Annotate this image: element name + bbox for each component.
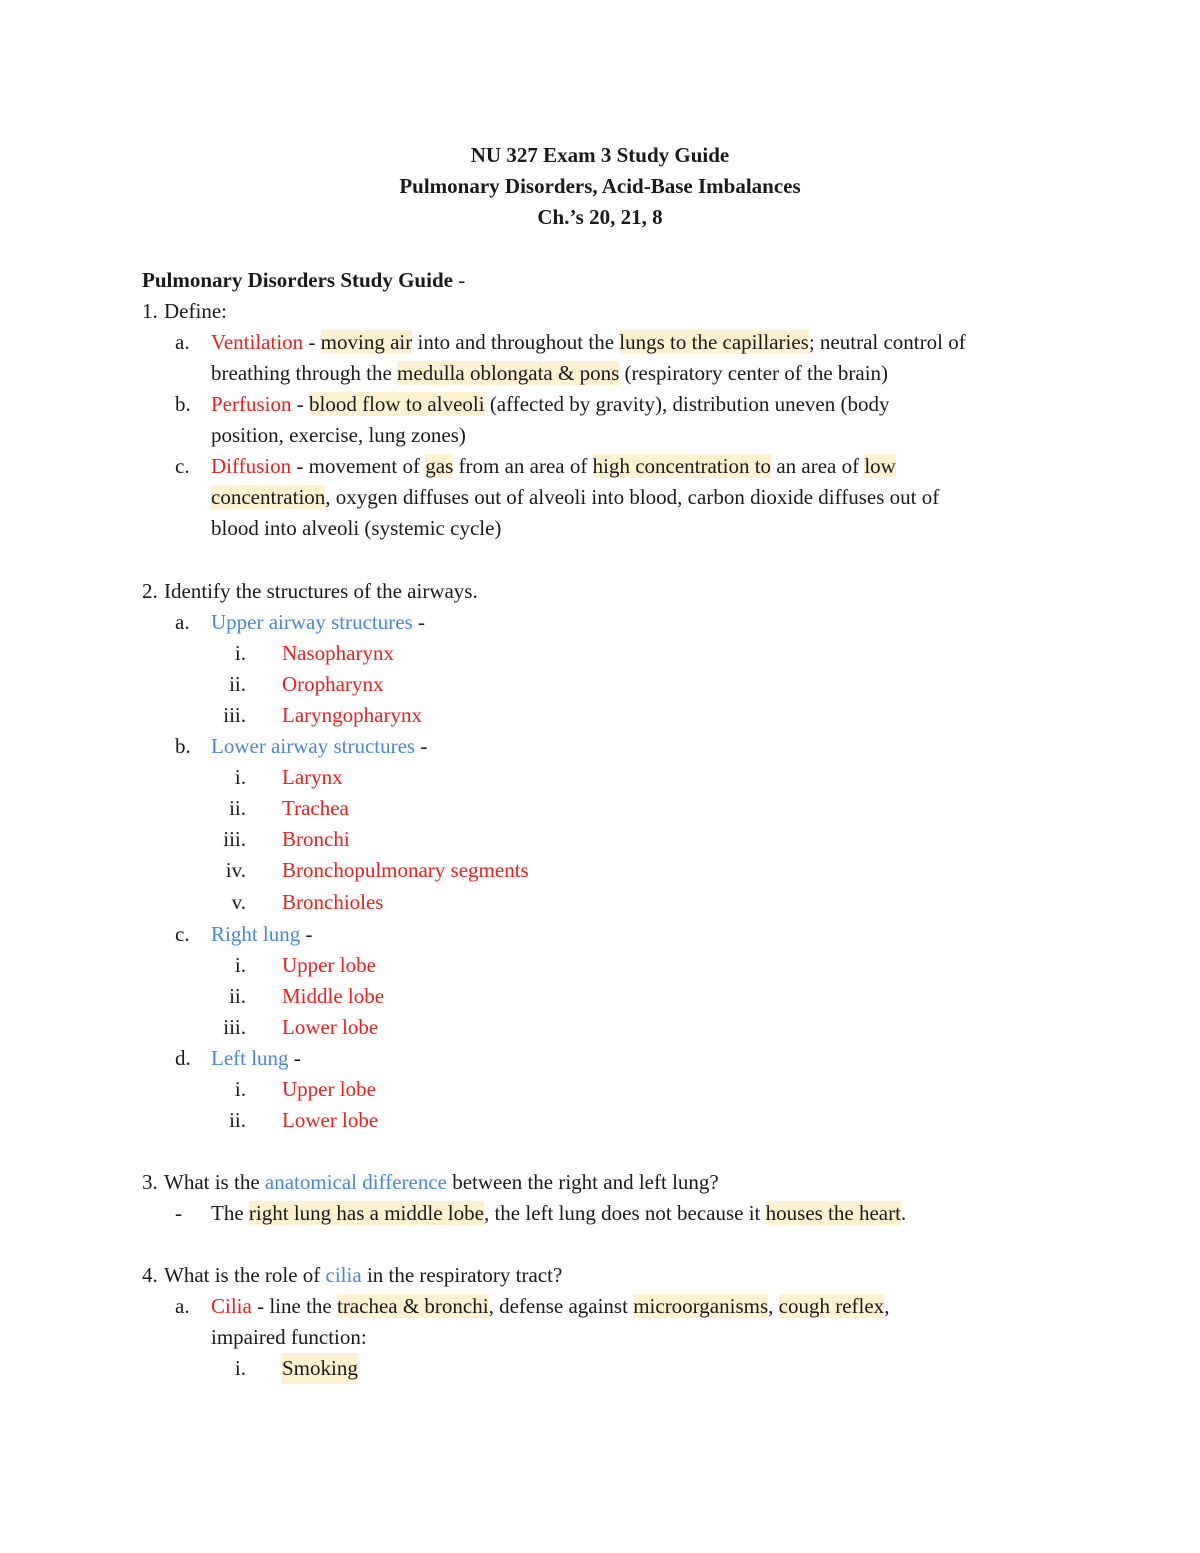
question-text [164, 1260, 562, 1291]
roman-numeral: v. [231, 890, 246, 914]
term-perfusion: Perfusion [211, 392, 292, 416]
definition-text [211, 451, 896, 482]
roman-numeral: iii. [223, 827, 246, 851]
dash-marker: - [175, 1201, 182, 1225]
text: (respiratory center of the brain) [619, 361, 889, 385]
list-marker: a. [175, 610, 190, 634]
text: , defense against [488, 1294, 634, 1318]
highlight: houses the heart [765, 1201, 901, 1225]
text: in the respiratory tract? [361, 1263, 563, 1287]
roman-numeral: ii. [229, 796, 246, 820]
section-heading-suffix: - [452, 268, 466, 292]
subheading [211, 607, 425, 638]
roman-numeral: i. [234, 1356, 246, 1380]
structure-name: Larynx [282, 765, 343, 789]
roman-numeral: i. [234, 1077, 246, 1101]
roman-numeral: ii. [229, 1108, 246, 1132]
text: ; neutral control of [808, 330, 966, 354]
highlight: microorganisms [633, 1294, 769, 1318]
text: The [211, 1201, 249, 1225]
upper-airway-label: Upper airway structures [211, 610, 413, 634]
text: an area of [771, 454, 865, 478]
text: - line the [251, 1294, 337, 1318]
suffix: - [412, 610, 426, 634]
structure-name: Trachea [282, 796, 349, 820]
term-anatomical-difference: anatomical difference [264, 1170, 447, 1194]
roman-numeral: ii. [229, 984, 246, 1008]
structure-name: Nasopharynx [282, 641, 394, 665]
definition-text [211, 358, 888, 389]
highlight: cough reflex [778, 1294, 885, 1318]
highlight: moving air [320, 330, 413, 354]
question-text [164, 1167, 719, 1198]
term-ventilation: Ventilation [211, 330, 304, 354]
highlight: low [864, 454, 896, 478]
list-marker: b. [175, 392, 191, 416]
subheading [211, 919, 313, 950]
title-block [0, 140, 1200, 233]
structure-name: Lower lobe [282, 1108, 379, 1132]
structure-name: Upper lobe [282, 1077, 376, 1101]
impairment-item: Smoking [282, 1353, 358, 1384]
text: impaired function: [211, 1325, 367, 1349]
subheading [211, 731, 427, 762]
document-chapters: Ch.’s 20, 21, 8 [537, 205, 663, 229]
definition-text [211, 327, 966, 358]
left-lung-label: Left lung [211, 1046, 289, 1070]
list-marker: a. [175, 330, 190, 354]
text: What is the [164, 1170, 265, 1194]
right-lung-label: Right lung [211, 922, 301, 946]
highlight: gas [425, 454, 454, 478]
answer-text [211, 1198, 906, 1229]
list-marker: d. [175, 1046, 191, 1070]
highlight: medulla oblongata & pons [397, 361, 620, 385]
highlight: blood flow to alveoli [309, 392, 485, 416]
structure-name: Oropharynx [282, 672, 384, 696]
highlight: concentration [211, 485, 326, 509]
text: , [884, 1294, 890, 1318]
structure-name: Bronchi [282, 827, 350, 851]
text: into and throughout the [412, 330, 620, 354]
lower-airway-label: Lower airway structures [211, 734, 416, 758]
highlight: high concentration to [592, 454, 772, 478]
roman-numeral: iii. [223, 703, 246, 727]
roman-numeral: i. [234, 765, 246, 789]
structure-name: Middle lobe [282, 984, 385, 1008]
roman-numeral: ii. [229, 672, 246, 696]
list-marker: c. [175, 922, 190, 946]
question-number: 4. [142, 1263, 158, 1287]
text: What is the role of [164, 1263, 326, 1287]
term-cilia: cilia [325, 1263, 362, 1287]
document-subtitle: Pulmonary Disorders, Acid-Base Imbalances [399, 174, 801, 198]
suffix: - [300, 922, 313, 946]
text: , oxygen diffuses out of alveoli into blood, carbon dioxide diffuses out of [325, 485, 940, 509]
roman-numeral: iv. [225, 858, 246, 882]
question-text: Identify the structures of the airways. [164, 579, 478, 603]
text: breathing through the [211, 361, 398, 385]
text: position, exercise, lung zones) [211, 423, 466, 447]
highlight: lungs to the capillaries [619, 330, 809, 354]
list-marker: c. [175, 454, 190, 478]
section-heading [142, 265, 465, 296]
roman-numeral: iii. [223, 1015, 246, 1039]
term-diffusion: Diffusion [211, 454, 292, 478]
list-marker: b. [175, 734, 191, 758]
question-text: Define: [164, 299, 227, 323]
definition-text [211, 389, 889, 420]
list-marker: a. [175, 1294, 190, 1318]
structure-name: Bronchioles [282, 890, 384, 914]
text: blood into alveoli (systemic cycle) [211, 516, 502, 540]
text: (affected by gravity), distribution uneven (body [484, 392, 890, 416]
question-number: 2. [142, 579, 158, 603]
subheading [211, 1043, 301, 1074]
structure-name: Laryngopharynx [282, 703, 422, 727]
term-cilia-def: Cilia [211, 1294, 252, 1318]
section-heading-text: Pulmonary Disorders Study Guide [142, 268, 453, 292]
separator: - [303, 330, 321, 354]
question-number: 3. [142, 1170, 158, 1194]
suffix: - [415, 734, 428, 758]
text: between the right and left lung? [446, 1170, 719, 1194]
text: from an area of [453, 454, 593, 478]
highlight: trachea & bronchi [336, 1294, 489, 1318]
text: , [768, 1294, 779, 1318]
structure-name: Upper lobe [282, 953, 376, 977]
text: . [900, 1201, 907, 1225]
highlight: right lung has a middle lobe [248, 1201, 484, 1225]
definition-text [211, 482, 939, 513]
question-number: 1. [142, 299, 158, 323]
document-title: NU 327 Exam 3 Study Guide [470, 143, 730, 167]
roman-numeral: i. [234, 953, 246, 977]
text: , the left lung does not because it [483, 1201, 766, 1225]
text: - movement of [291, 454, 426, 478]
structure-name: Lower lobe [282, 1015, 379, 1039]
suffix: - [288, 1046, 301, 1070]
structure-name: Bronchopulmonary segments [282, 858, 529, 882]
separator: - [291, 392, 309, 416]
roman-numeral: i. [234, 641, 246, 665]
definition-text [211, 1291, 889, 1322]
